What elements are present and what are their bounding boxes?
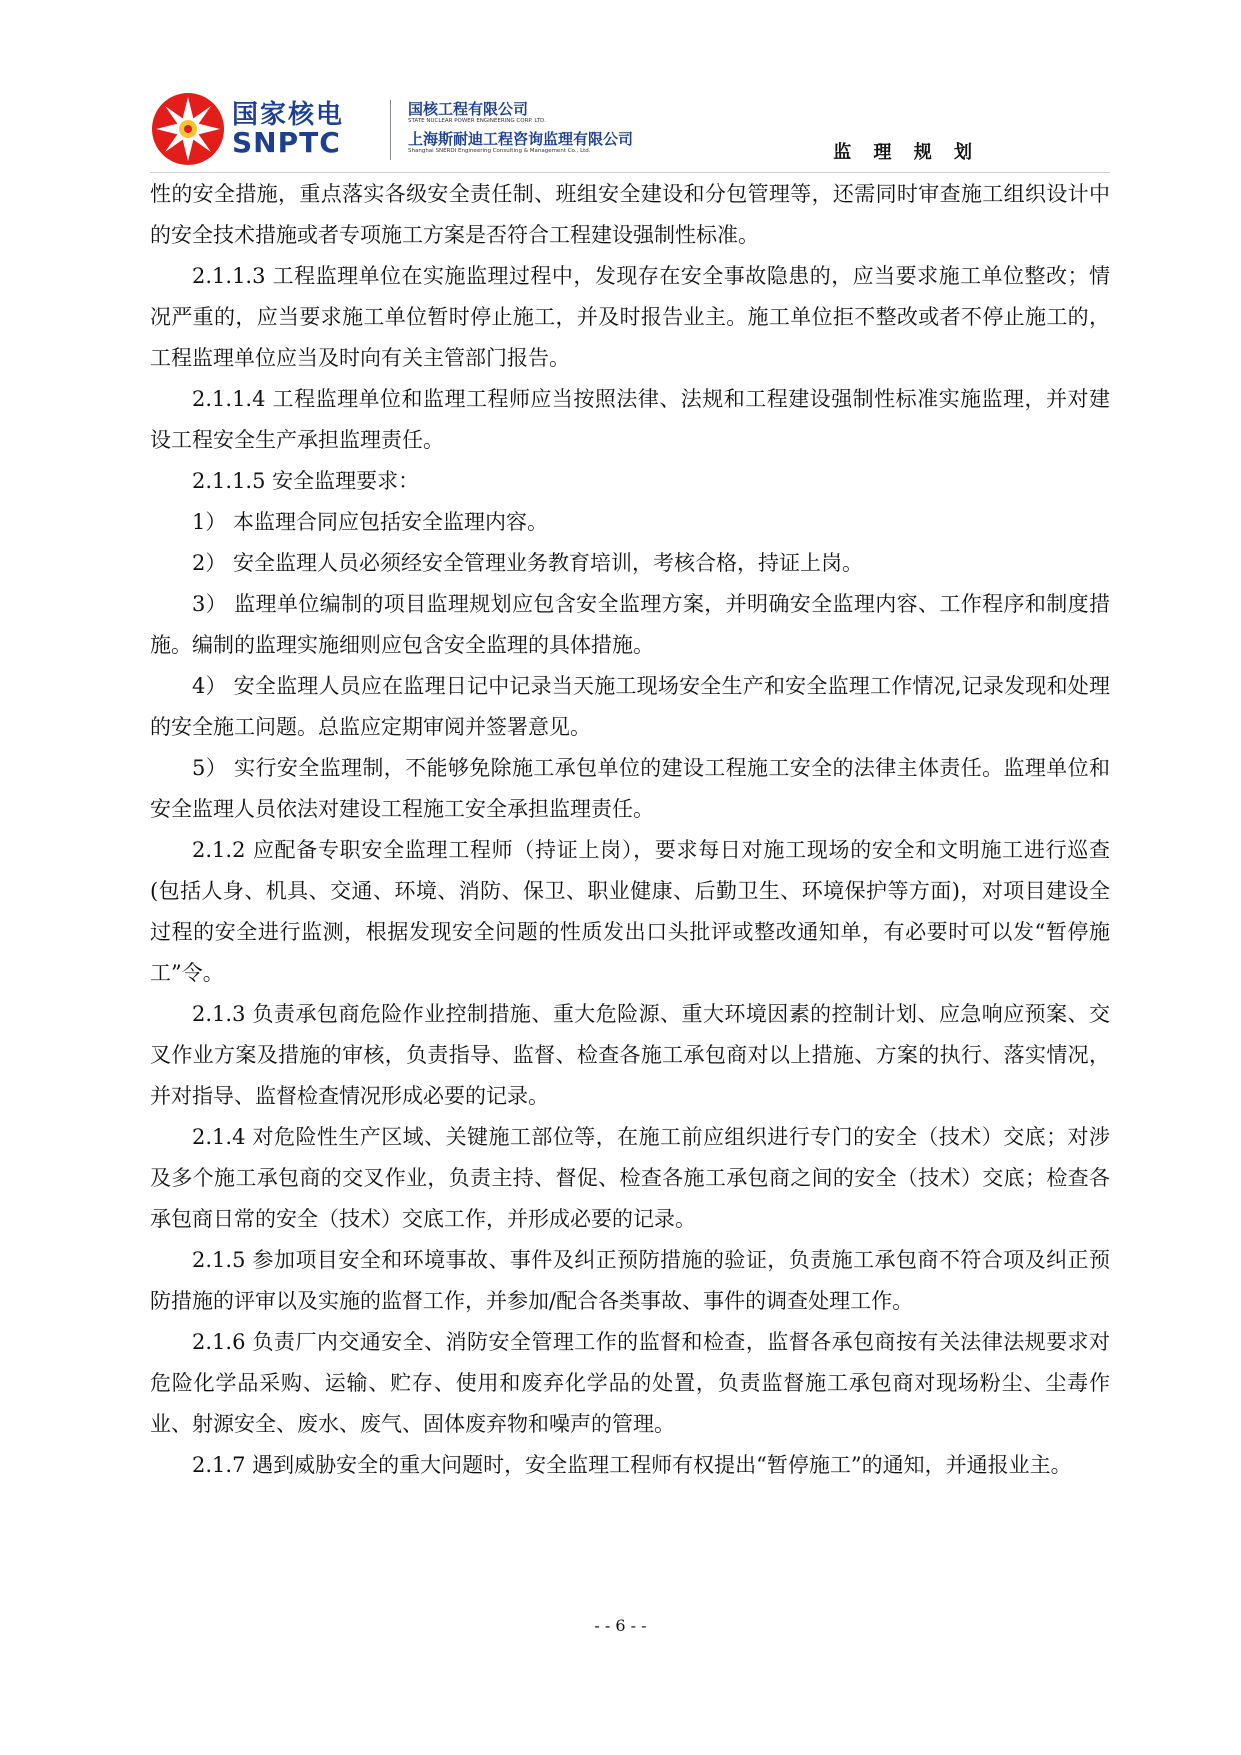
- paragraph: 性的安全措施，重点落实各级安全责任制、班组安全建设和分包管理等，还需同时审查施工组织设计中的安全技术措施或者专项施工方案是否符合工程建设强制性标准。: [150, 182, 1110, 247]
- body-text: [150, 174, 1110, 1486]
- brand-english-name: SNPTC: [232, 126, 341, 159]
- paragraph: 2.1.2 应配备专职安全监理工程师（持证上岗），要求每日对施工现场的安全和文明施工进行巡查(包括人身、机具、交通、环境、消防、保卫、职业健康、后勤卫生、环境保护等方面)，对项目建设全过程的安全进行监测，根据发现安全问题的性质发出口头批评或整改通知单，有必要时可以发“暂停施工”令。: [150, 838, 1110, 985]
- snptc-logo-icon: [150, 91, 226, 167]
- paragraph: 2.1.7 遇到威胁安全的重大问题时，安全监理工程师有权提出“暂停施工”的通知，并通报业主。: [192, 1453, 1072, 1477]
- paragraph: 2.1.1.3 工程监理单位在实施监理过程中，发现存在安全事故隐患的，应当要求施工单位整改；情况严重的，应当要求施工单位暂时停止施工，并及时报告业主。施工单位拒不整改或者不停止施工的，工程监理单位应当及时向有关主管部门报告。: [150, 264, 1110, 370]
- page-number: - - 6 - -: [594, 1616, 647, 1635]
- brand-chinese-name: 国家核电: [232, 100, 345, 130]
- paragraph: 2.1.1.4 工程监理单位和监理工程师应当按照法律、法规和工程建设强制性标准实施监理，并对建设工程安全生产承担监理责任。: [150, 387, 1110, 452]
- company2-chinese-name: 上海斯耐迪工程咨询监理有限公司: [408, 130, 634, 148]
- list-item: 2） 安全监理人员必须经安全管理业务教育培训，考核合格，持证上岗。: [192, 551, 864, 575]
- header-divider: [390, 100, 391, 160]
- list-item: 3） 监理单位编制的项目监理规划应包含安全监理方案，并明确安全监理内容、工作程序和制度措施。编制的监理实施细则应包含安全监理的具体措施。: [150, 592, 1110, 657]
- document-title: 监 理 规 划: [833, 142, 980, 163]
- list-item: 4） 安全监理人员应在监理日记中记录当天施工现场安全生产和安全监理工作情况,记录发现和处理的安全施工问题。总监应定期审阅并签署意见。: [150, 674, 1110, 739]
- paragraph: 2.1.3 负责承包商危险作业控制措施、重大危险源、重大环境因素的控制计划、应急响应预案、交叉作业方案及措施的审核，负责指导、监督、检查各施工承包商对以上措施、方案的执行、落实情况，并对指导、监督检查情况形成必要的记录。: [150, 1002, 1110, 1108]
- company1-chinese-name: 国核工程有限公司: [408, 100, 529, 118]
- header-rule: [150, 172, 1110, 173]
- paragraph: 2.1.6 负责厂内交通安全、消防安全管理工作的监督和检查，监督各承包商按有关法律法规要求对危险化学品采购、运输、贮存、使用和废弃化学品的处置，负责监督施工承包商对现场粉尘、尘毒作业、射源安全、废水、废气、固体废弃物和噪声的管理。: [150, 1330, 1110, 1436]
- list-item: 5） 实行安全监理制，不能够免除施工承包单位的建设工程施工安全的法律主体责任。监理单位和安全监理人员依法对建设工程施工安全承担监理责任。: [150, 756, 1110, 821]
- page-header: [150, 86, 980, 172]
- paragraph: 2.1.5 参加项目安全和环境事故、事件及纠正预防措施的验证，负责施工承包商不符合项及纠正预防措施的评审以及实施的监督工作，并参加/配合各类事故、事件的调查处理工作。: [150, 1248, 1110, 1313]
- company1-english-name: STATE NUCLEAR POWER ENGINEERING CORP. LTD.: [408, 118, 547, 124]
- paragraph: 2.1.4 对危险性生产区域、关键施工部位等，在施工前应组织进行专门的安全（技术）交底；对涉及多个施工承包商的交叉作业，负责主持、督促、检查各施工承包商之间的安全（技术）交底；检查各承包商日常的安全（技术）交底工作，并形成必要的记录。: [150, 1125, 1110, 1231]
- list-item: 1） 本监理合同应包括安全监理内容。: [192, 510, 549, 534]
- company2-english-name: Shanghai SNERDI Engineering Consulting & Management Co., Ltd.: [408, 148, 591, 154]
- paragraph: 2.1.1.5 安全监理要求：: [192, 469, 420, 493]
